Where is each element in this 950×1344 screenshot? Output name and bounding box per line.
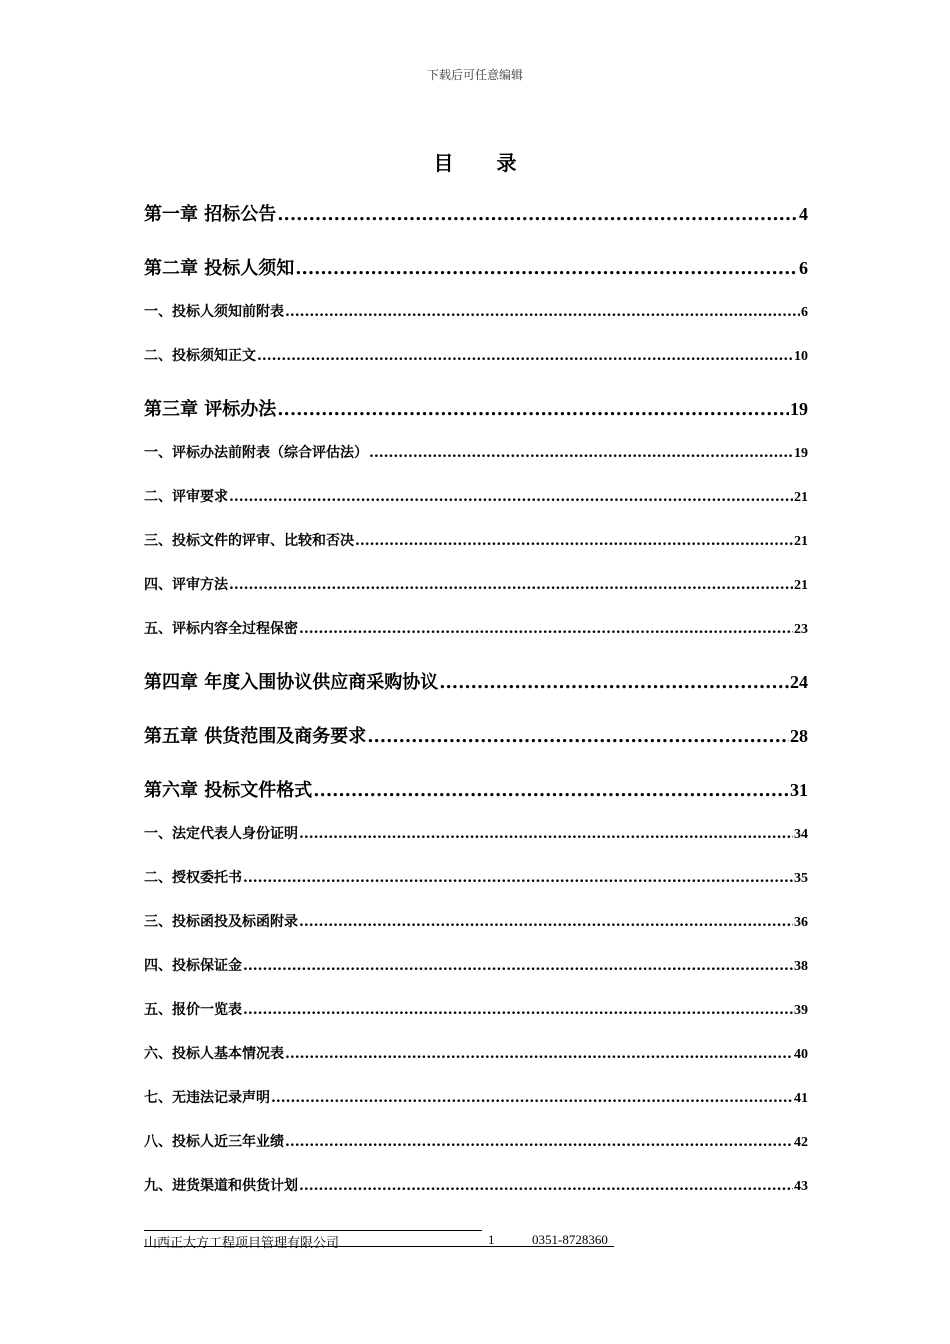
footer-page-number: 1 (488, 1232, 495, 1247)
toc-entry-page: 10 (794, 349, 808, 364)
toc-entry[interactable] (144, 618, 808, 638)
toc-entry-page: 28 (790, 726, 808, 746)
toc-dot-leader (229, 489, 793, 505)
toc-entry[interactable] (144, 911, 808, 931)
toc-dot-leader (439, 672, 789, 693)
toc-dot-leader (313, 780, 789, 801)
toc-entry-page: 41 (794, 1091, 808, 1106)
toc-entry-label: 三、投标文件的评审、比较和否决 (144, 533, 354, 549)
toc-dot-leader (243, 958, 793, 974)
toc-entry-page: 40 (794, 1047, 808, 1062)
toc-entry-page: 38 (794, 959, 808, 974)
toc-entry[interactable] (144, 999, 808, 1019)
toc-dot-leader (243, 870, 793, 886)
toc-entry[interactable] (144, 1087, 808, 1107)
toc-dot-leader (257, 348, 793, 364)
toc-entry-page: 24 (790, 672, 808, 692)
toc-entry-label: 一、法定代表人身份证明 (144, 826, 298, 842)
toc-entry-page: 31 (790, 780, 808, 800)
toc-entry-page: 6 (801, 305, 808, 320)
toc-entry-label: 第五章 供货范围及商务要求 (144, 726, 367, 747)
toc-dot-leader (299, 1178, 793, 1194)
toc-dot-leader (369, 445, 793, 461)
toc-entry-page: 21 (794, 578, 808, 593)
toc-dot-leader (367, 726, 789, 747)
toc-entry[interactable] (144, 254, 808, 280)
toc-entry-label: 二、评审要求 (144, 489, 228, 505)
toc-entry-label: 第六章 投标文件格式 (144, 780, 313, 801)
toc-entry-label: 八、投标人近三年业绩 (144, 1134, 284, 1150)
toc-entry-label: 第二章 投标人须知 (144, 258, 295, 279)
header-note: 下载后可任意编辑 (426, 68, 523, 82)
toc-entry[interactable] (144, 1175, 808, 1195)
toc-dot-leader (229, 577, 793, 593)
footer-company: 山西正大方工程项目管理有限公司 (144, 1235, 340, 1250)
toc-dot-leader (285, 1134, 793, 1150)
toc-entry[interactable] (144, 442, 808, 462)
toc-dot-leader (299, 621, 793, 637)
toc-entry-label: 七、无违法记录声明 (144, 1090, 270, 1106)
toc-entry-page: 21 (794, 534, 808, 549)
toc-entry[interactable] (144, 722, 808, 748)
toc-entry-page: 35 (794, 871, 808, 886)
toc-entry[interactable] (144, 395, 808, 421)
toc-entry-label: 四、投标保证金 (144, 958, 242, 974)
toc-entry-label: 第三章 评标办法 (144, 399, 277, 420)
toc-entry[interactable] (144, 574, 808, 594)
toc-dot-leader (299, 914, 793, 930)
toc-entry[interactable] (144, 1131, 808, 1151)
toc-entry[interactable] (144, 301, 808, 321)
toc-entry-page: 4 (799, 204, 808, 224)
toc-entry-label: 五、评标内容全过程保密 (144, 621, 298, 637)
toc-entry-label: 二、授权委托书 (144, 870, 242, 886)
toc-entry-label: 三、投标函投及标函附录 (144, 914, 298, 930)
toc-dot-leader (355, 533, 793, 549)
toc-entry[interactable] (144, 668, 808, 694)
toc-entry-page: 19 (794, 446, 808, 461)
toc-entry-label: 二、投标须知正文 (144, 348, 256, 364)
toc-title: 目 录 (433, 151, 535, 175)
toc-entry-page: 42 (794, 1135, 808, 1150)
toc-entry-label: 六、投标人基本情况表 (144, 1046, 284, 1062)
toc-entry-label: 四、评审方法 (144, 577, 228, 593)
toc-entry-label: 一、评标办法前附表（综合评估法） (144, 445, 368, 461)
toc-entry[interactable] (144, 345, 808, 365)
toc-dot-leader (285, 304, 800, 320)
toc-entry-page: 34 (794, 827, 808, 842)
toc-dot-leader (277, 399, 789, 420)
toc-dot-leader (285, 1046, 793, 1062)
toc-dot-leader (299, 826, 793, 842)
toc-entry[interactable] (144, 776, 808, 802)
toc-entry-label: 第四章 年度入围协议供应商采购协议 (144, 672, 439, 693)
toc-dot-leader (243, 1002, 793, 1018)
toc-entry-page: 23 (794, 622, 808, 637)
toc-entry[interactable] (144, 486, 808, 506)
toc-entry-label: 一、投标人须知前附表 (144, 304, 284, 320)
toc-entry-page: 36 (794, 915, 808, 930)
toc-entry-label: 九、进货渠道和供货计划 (144, 1178, 298, 1194)
toc-entry[interactable] (144, 200, 808, 226)
toc-dot-leader (271, 1090, 793, 1106)
toc-entry-page: 19 (790, 399, 808, 419)
toc-dot-leader (295, 258, 798, 279)
toc-entry[interactable] (144, 823, 808, 843)
toc-entry-label: 第一章 招标公告 (144, 204, 277, 225)
footer-phone: 0351-8728360 (532, 1232, 608, 1247)
toc-entry[interactable] (144, 1043, 808, 1063)
toc-entry-page: 43 (794, 1179, 808, 1194)
toc-entry-page: 6 (799, 258, 808, 278)
toc-entry[interactable] (144, 867, 808, 887)
footer-divider (144, 1230, 482, 1231)
toc-entry[interactable] (144, 530, 808, 550)
toc-entry-page: 39 (794, 1003, 808, 1018)
toc-dot-leader (277, 204, 798, 225)
toc-entry-label: 五、报价一览表 (144, 1002, 242, 1018)
toc-entry-page: 21 (794, 490, 808, 505)
toc-entry[interactable] (144, 955, 808, 975)
